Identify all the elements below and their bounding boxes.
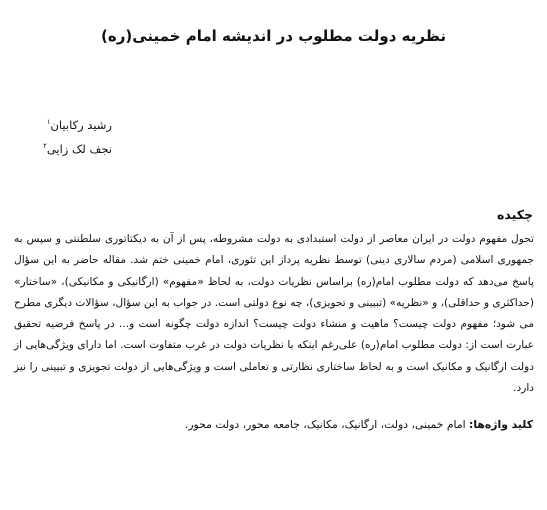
keywords-text: امام خمینی، دولت، ارگانیک، مکانیک، جامعه محور، دولت محور.: [184, 418, 466, 431]
author-2-name: نجف لک زایی: [46, 141, 112, 156]
author-1-name: رشید رکابیان: [50, 117, 112, 132]
author-1-footnote: ۱: [46, 118, 51, 126]
abstract-body: تحول مفهوم دولت در ایران معاصر از دولت استبدادی به دولت مشروطه، پس از آن به دیکتاتوری سلطنتی و سپس به جمهوری اسلامی (مردم سالاری دینی) توسط نظریه پرداز این تئوری، امام خمینی ختم شد. مقاله حاضر به این سؤال پاسخ می‌دهد که دولت مطلوب امام(ره) براساس نظریات دولت، به لحاظ «مفهوم» (ارگانیکی و مکانیکی)، «ساختار» (حداکثری و حداقلی)، و «نظریه» (تبیینی و تجویزی)، چه نوع دولتی است. در جواب به این سؤال، سؤالات دیگری مطرح می شود؛ مفهوم دولت چیست؟ ماهیت و منشاء دولت چیست؟ اندازه دولت چگونه است و... در پاسخ فرضیه تحقیق عبارت است از: دولت مطلوب امام(ره) علی‌رغم اینکه با نظریات دولت در غرب متفاوت است. اما دارای ویژگی‌هایی از دولت ارگانیک و مکانیک است و به لحاظ ساختاری نظارتی و تعاملی است و ویژگی‌هایی از دولت تجویزی و تبیینی را نیز دارد.: [14, 233, 534, 395]
keywords-line: [13, 418, 533, 431]
paper-title: نظریه دولت مطلوب در اندیشه امام خمینی(ره): [101, 27, 446, 45]
abstract-heading: چکیده: [497, 207, 533, 222]
author-list: [12, 112, 112, 160]
author-2-footnote: ۲: [43, 141, 47, 150]
keywords-label: کلید واژه‌ها:: [469, 418, 533, 431]
author-1: [12, 112, 112, 136]
author-2: [12, 136, 112, 160]
